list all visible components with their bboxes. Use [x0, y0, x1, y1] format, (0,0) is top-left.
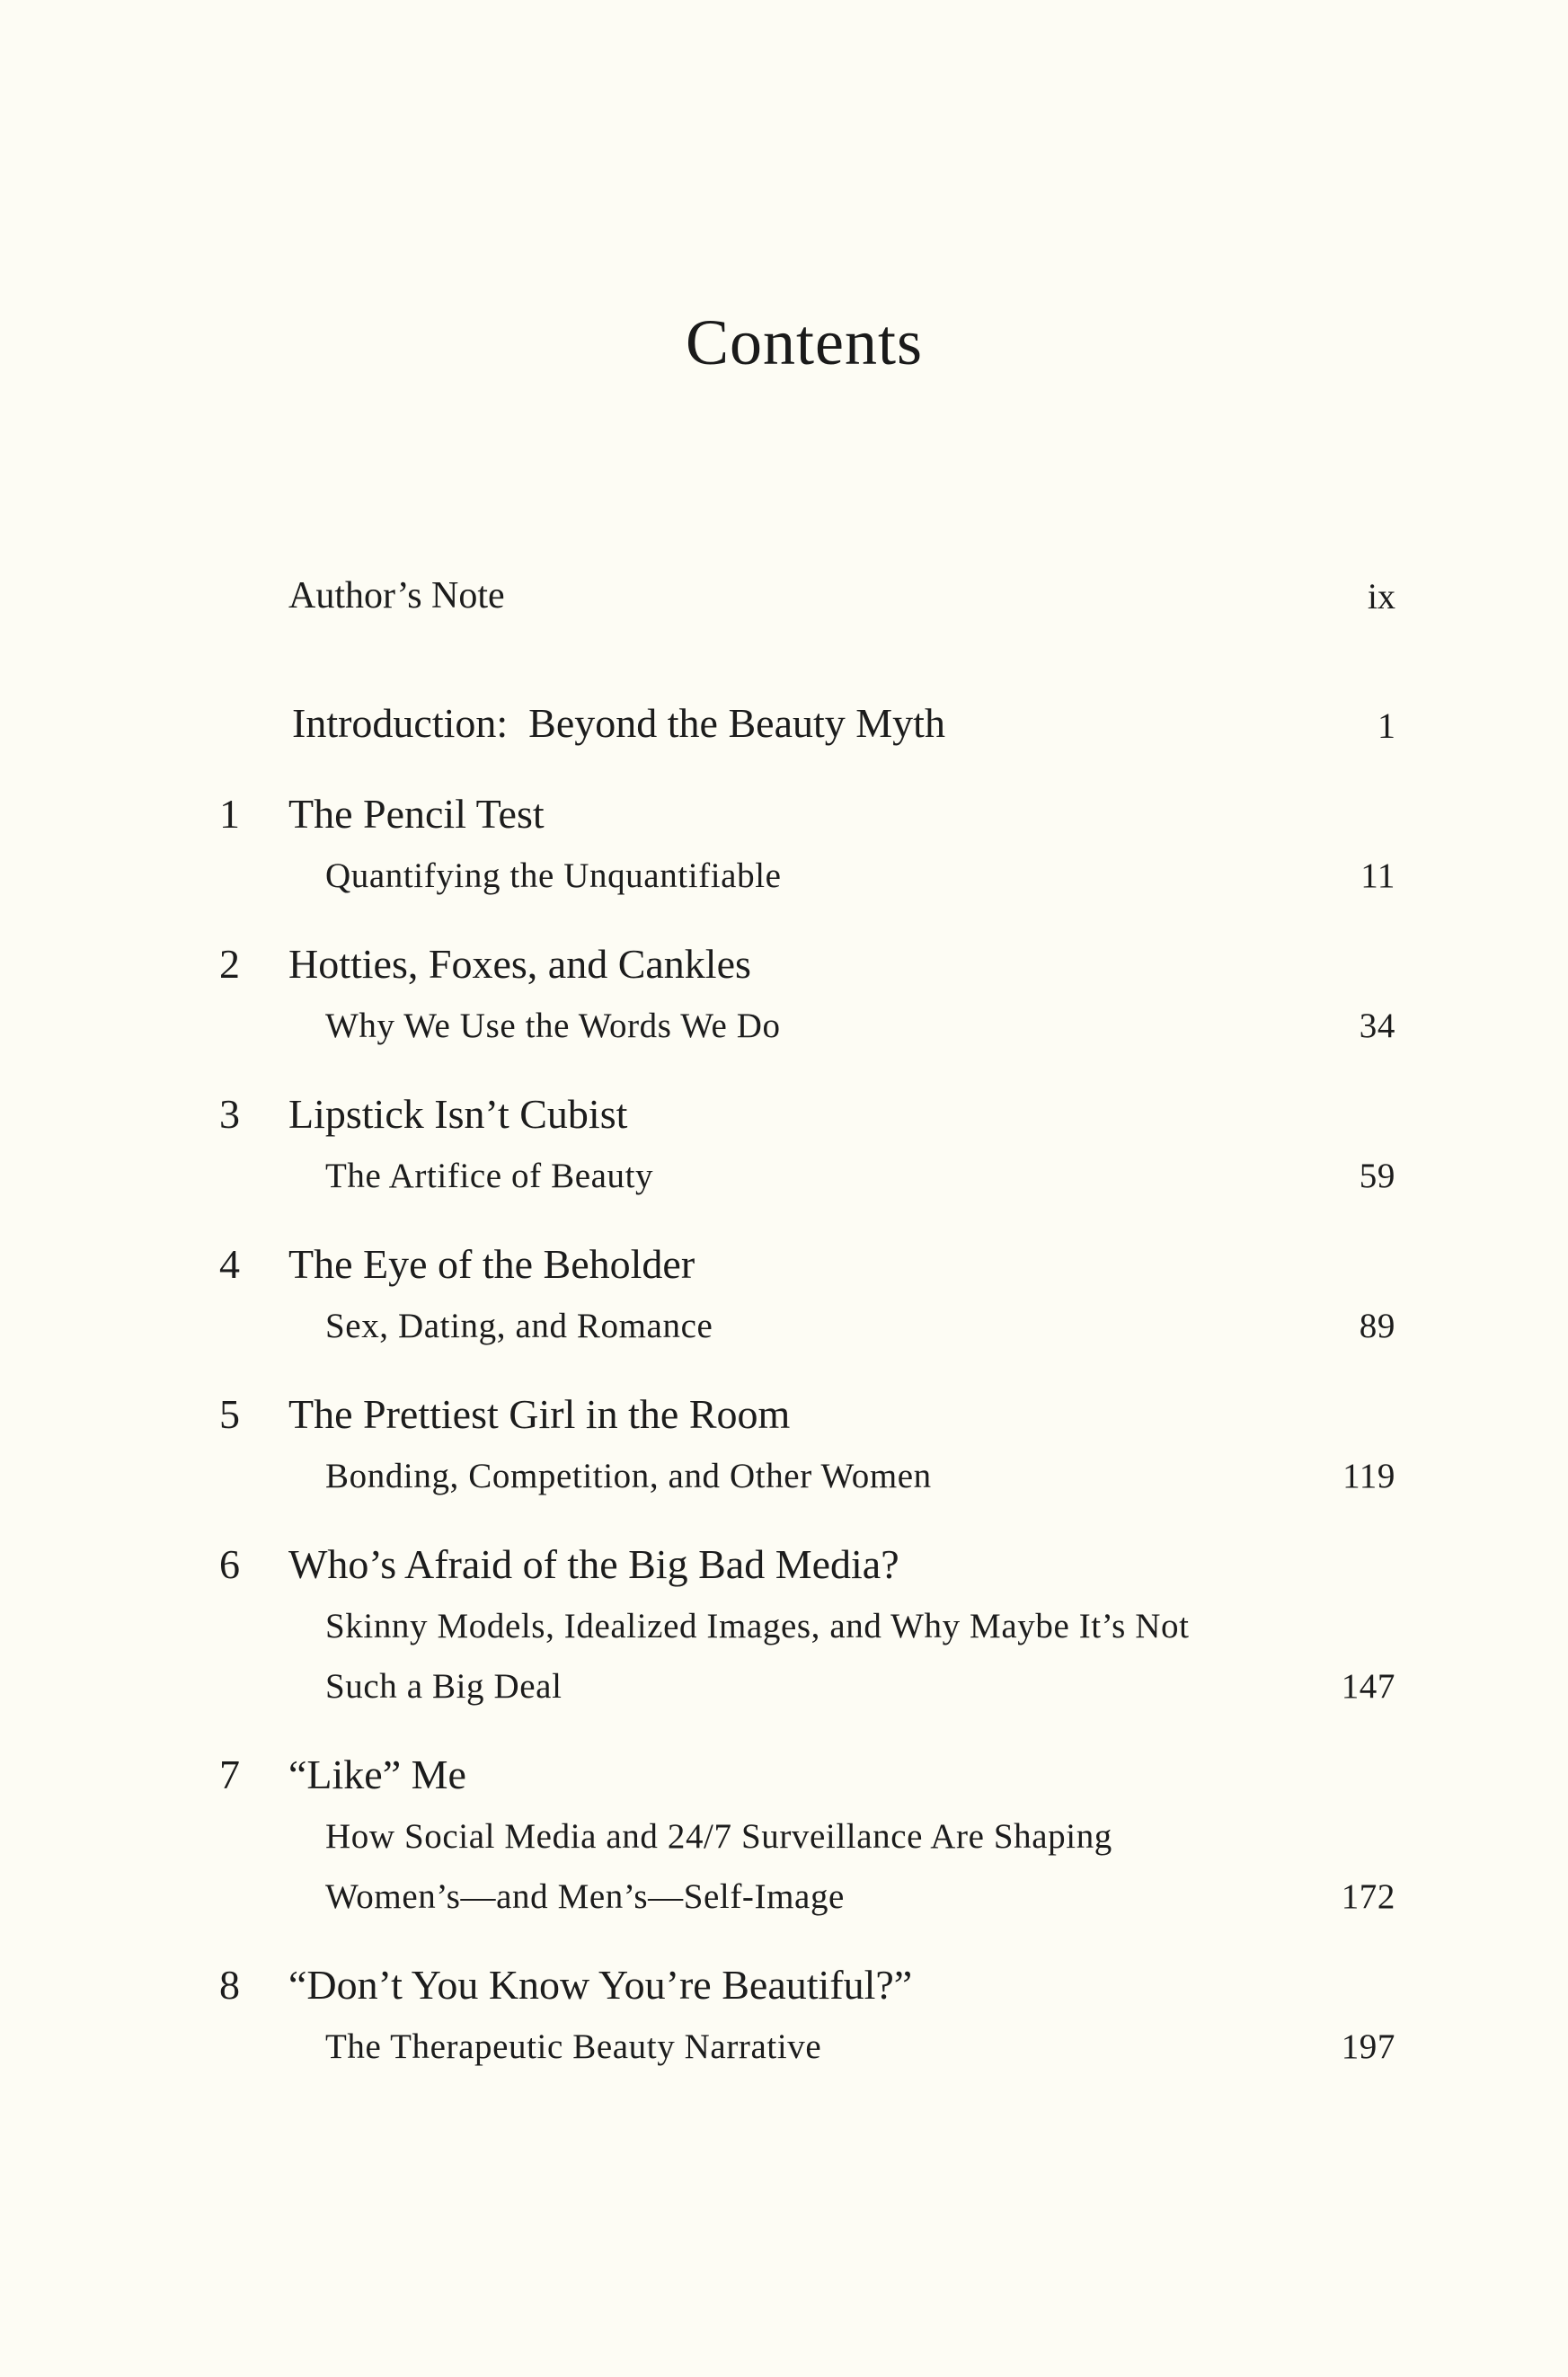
chapter-subtitle-line-2: Such a Big Deal [325, 1667, 563, 1706]
chapter-number: 8 [219, 1962, 240, 2008]
chapter-number: 1 [219, 791, 240, 837]
entry-page-number: ix [1367, 576, 1395, 616]
entry-page-number: 89 [1359, 1307, 1395, 1345]
chapter-title: The Pencil Test [288, 791, 545, 837]
entry-page-number: 172 [1341, 1877, 1395, 1916]
entry-page-number: 59 [1359, 1157, 1395, 1195]
chapter-number: 4 [219, 1241, 240, 1287]
chapter-title: “Don’t You Know You’re Beautiful?” [288, 1962, 913, 2008]
chapter-subtitle-line-2: Women’s—and Men’s—Self-Image [325, 1877, 845, 1916]
entry-page-number: 119 [1342, 1457, 1395, 1495]
chapter-subtitle: The Therapeutic Beauty Narrative [325, 2027, 822, 2066]
entry-page-number: 1 [1378, 705, 1395, 746]
page-title: Contents [685, 306, 923, 378]
chapter-title: “Like” Me [288, 1752, 466, 1797]
entry-page-number: 147 [1341, 1667, 1395, 1706]
chapter-title: The Eye of the Beholder [288, 1241, 695, 1287]
chapter-title: The Prettiest Girl in the Room [288, 1391, 791, 1437]
chapter-subtitle: The Artifice of Beauty [325, 1157, 654, 1195]
entry-page-number: 197 [1341, 2027, 1395, 2066]
chapter-number: 2 [219, 941, 240, 987]
chapter-subtitle-line-1: How Social Media and 24/7 Surveillance Are Shaping [325, 1817, 1112, 1856]
entry-page-number: 11 [1360, 856, 1395, 895]
chapter-title: Lipstick Isn’t Cubist [288, 1091, 628, 1137]
chapter-subtitle: Sex, Dating, and Romance [325, 1307, 713, 1345]
chapter-number: 6 [219, 1541, 240, 1587]
chapter-subtitle: Quantifying the Unquantifiable [325, 856, 782, 895]
entry-title: Author’s Note [288, 575, 505, 616]
chapter-subtitle: Bonding, Competition, and Other Women [325, 1457, 932, 1495]
chapter-title: Who’s Afraid of the Big Bad Media? [288, 1541, 899, 1587]
chapter-number: 7 [219, 1752, 240, 1797]
chapter-subtitle-line-1: Skinny Models, Idealized Images, and Why Maybe It’s Not [325, 1607, 1190, 1645]
chapter-title: Hotties, Foxes, and Cankles [288, 941, 751, 987]
chapter-number: 3 [219, 1091, 240, 1137]
chapter-subtitle: Why We Use the Words We Do [325, 1007, 781, 1045]
entry-page-number: 34 [1359, 1007, 1395, 1045]
entry-title: Introduction: Beyond the Beauty Myth [292, 700, 945, 746]
chapter-number: 5 [219, 1391, 240, 1437]
